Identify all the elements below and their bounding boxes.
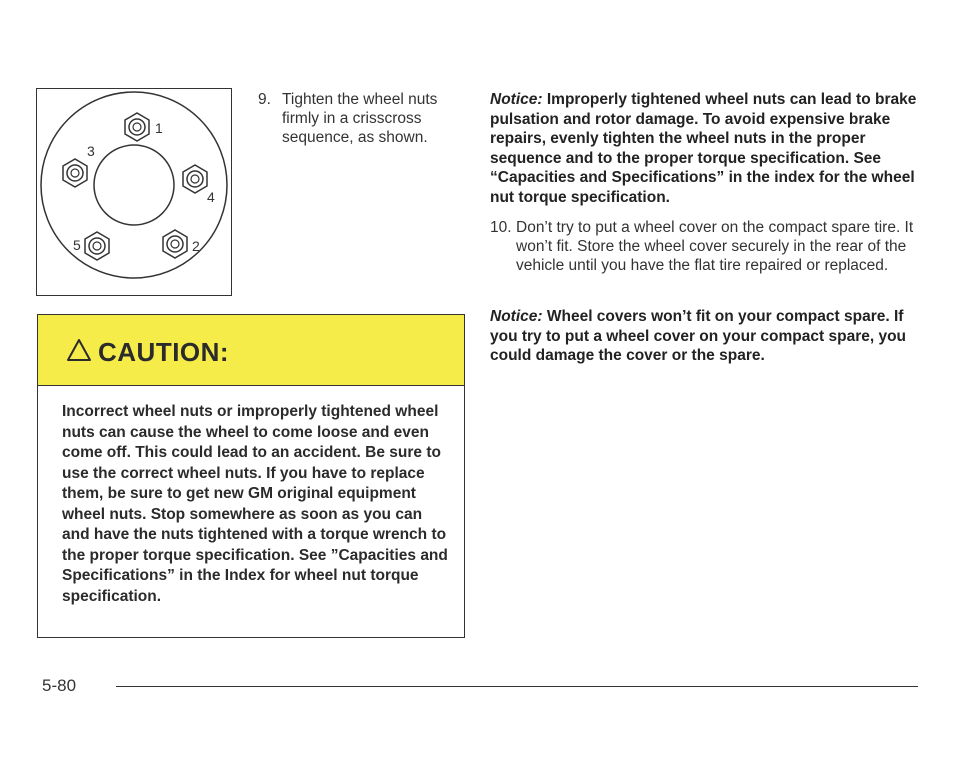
wheel-hub-diagram [37, 89, 230, 294]
step-10 [490, 218, 930, 298]
notice-brake-damage [490, 90, 920, 207]
step-9 [258, 90, 458, 150]
nut-label-3: 3 [87, 143, 95, 159]
caution-box [37, 314, 465, 638]
caution-title: CAUTION: [98, 337, 230, 367]
step-text: Tighten the wheel nuts firmly in a crisscross sequence, as shown. [282, 91, 438, 146]
warning-triangle-icon [66, 338, 92, 362]
caution-body: Incorrect wheel nuts or improperly tightened wheel nuts can cause the wheel to come loose and even come off. This could lead to an accident. Be sure to use the correct wheel nuts. If you have to replace them, be sure to get new GM original equipment wheel nuts. Stop somewhere as soon as you can and have the nuts tightened with a torque wrench to the proper torque specification. See ”Capacities and Specifications” in the Index for wheel nut torque specification. [62, 403, 448, 605]
lug-nut-1-icon [125, 113, 149, 141]
caution-banner [38, 315, 464, 386]
notice-text: Wheel covers won’t fit on your compact spare. If you try to put a wheel cover on your compact spare, you could damage the cover or the spare. [490, 308, 907, 364]
step-number: 9. [258, 91, 271, 108]
nut-label-4: 4 [207, 189, 215, 205]
lug-nut-5-icon [85, 232, 109, 260]
notice-wheel-covers [490, 307, 910, 366]
lug-nut-4-icon [183, 165, 207, 193]
lug-nut-sequence-figure [36, 88, 232, 296]
step-number: 10. [490, 219, 512, 236]
notice-label: Notice: [490, 308, 543, 325]
lug-nut-2-icon [163, 230, 187, 258]
nut-label-1: 1 [155, 120, 163, 136]
notice-text: Improperly tightened wheel nuts can lead to brake pulsation and rotor damage. To avoid expensive brake repairs, evenly tighten the wheel nuts in the proper sequence and to the proper torque specification. See “Capacities and Specifications” in the index for the wheel nut torque specification. [490, 91, 917, 206]
nut-label-5: 5 [73, 237, 81, 253]
nut-label-2: 2 [192, 238, 200, 254]
notice-label: Notice: [490, 91, 543, 108]
footer-rule [116, 686, 918, 687]
step-text: Don’t try to put a wheel cover on the compact spare tire. It won’t fit. Store the wheel cover securely in the rear of the vehicle until you have the flat tire repaired or replaced. [516, 219, 914, 274]
lug-nut-3-icon [63, 159, 87, 187]
hub-center-outline [94, 145, 174, 225]
page-number: 5-80 [42, 676, 77, 695]
